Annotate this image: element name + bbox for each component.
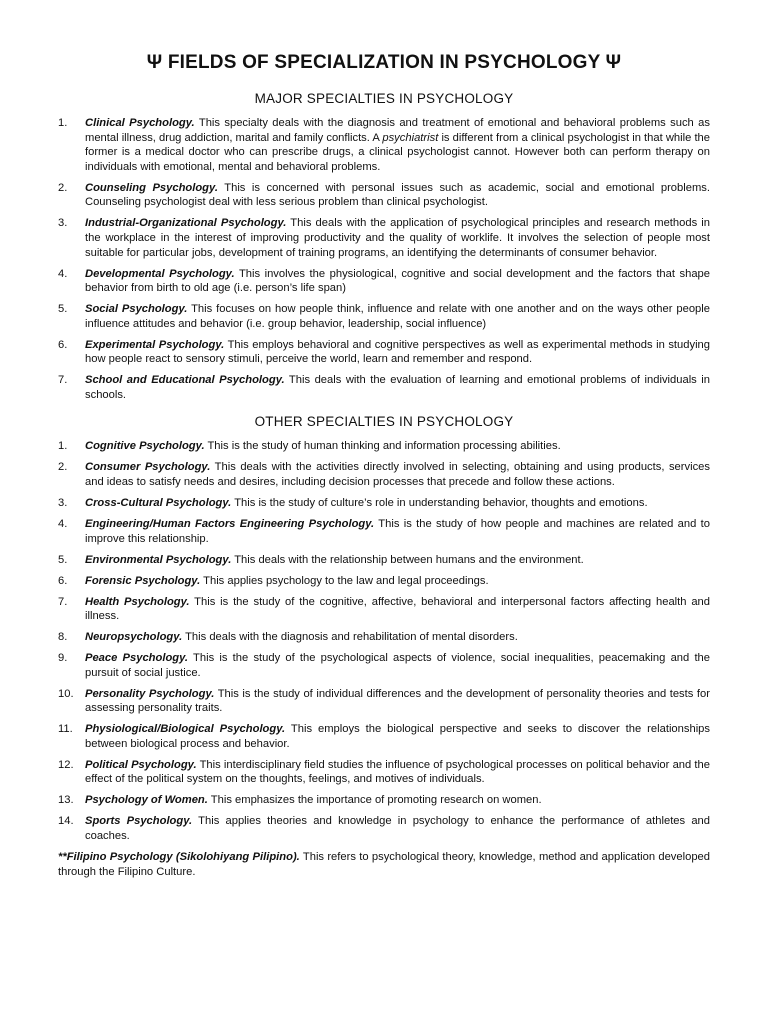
- item-description: This deals with the activities directly involved in selecting, obtaining and using products, services and ideas to satisfy needs and desires, including decision processes that precede and follow these actions.: [85, 461, 710, 489]
- item-term: Cognitive Psychology.: [85, 440, 205, 453]
- item-number: 12.: [58, 758, 74, 771]
- item-description: This specialty deals with the diagnosis and treatment of emotional and behavioral problems such as mental illness, drug addiction, marital and family conflicts. A: [85, 117, 710, 144]
- list-item: [58, 687, 710, 716]
- item-term: School and Educational Psychology.: [85, 374, 285, 387]
- item-description: This is the study of how people and machines are related and to improve this relationship.: [85, 517, 710, 545]
- item-number: 9.: [58, 652, 68, 665]
- item-number: 6.: [58, 574, 68, 587]
- list-item: [58, 758, 710, 787]
- item-number: 11.: [58, 723, 73, 736]
- list-item: [58, 302, 710, 331]
- item-number: 1.: [58, 440, 68, 453]
- item-description: This deals with the diagnosis and rehabilitation of mental disorders.: [182, 631, 518, 644]
- note-description: This refers to psychological theory, knowledge, method and application developed through the Filipino Culture.: [58, 850, 710, 878]
- list-item: [58, 116, 710, 174]
- list-item: [58, 630, 710, 645]
- item-term: Developmental Psychology.: [85, 267, 235, 280]
- item-term: Health Psychology.: [85, 595, 190, 608]
- list-item: [58, 793, 710, 808]
- item-number: 3.: [58, 217, 68, 230]
- item-number: 2.: [58, 461, 68, 474]
- item-term: Personality Psychology.: [85, 687, 215, 700]
- item-emphasis: psychiatrist: [382, 131, 439, 144]
- list-item: [58, 216, 710, 260]
- page-title: Ψ FIELDS OF SPECIALIZATION IN PSYCHOLOGY Ψ: [146, 52, 622, 73]
- item-number: 14.: [58, 815, 74, 828]
- item-number: 13.: [58, 794, 74, 807]
- item-number: 6.: [58, 338, 68, 351]
- item-term: Experimental Psychology.: [85, 338, 225, 351]
- item-description: This is the study of the psychological aspects of violence, social inequalities, peacemaking and the pursuit of social justice.: [85, 652, 710, 679]
- item-description: This focuses on how people think, influence and relate with one another and on the ways other people influence attitudes and behavior (i.e. group behavior, leadership, social influence): [85, 303, 710, 330]
- item-description: This deals with the application of psychological principles and research methods in the workplace in the interest of improving productivity and the quality of worklife. It involves the selection of people most suitable for particular jobs, development of training programs, an identifying the determinants of consumer behavior.: [85, 217, 710, 259]
- item-term: Cross-Cultural Psychology.: [85, 497, 232, 509]
- item-number: 10.: [58, 687, 74, 700]
- list-item: [58, 595, 710, 624]
- item-term: Social Psychology.: [85, 303, 188, 316]
- list-item: [58, 814, 710, 843]
- major-specialties-heading: MAJOR SPECIALTIES IN PSYCHOLOGY: [254, 91, 514, 106]
- item-term: Political Psychology.: [85, 758, 197, 771]
- item-term: Neuropsychology.: [85, 631, 183, 644]
- item-term: Forensic Psychology.: [85, 574, 201, 587]
- item-term: Physiological/Biological Psychology.: [85, 723, 286, 736]
- item-term: Peace Psychology.: [85, 652, 189, 665]
- item-term: Sports Psychology.: [85, 815, 193, 828]
- item-description: This is concerned with personal issues such as academic, social and emotional problems. Counseling psychologist deal with less serious problem than clinical psychologist.: [85, 181, 710, 209]
- item-term: Consumer Psychology.: [85, 461, 211, 474]
- item-term: Engineering/Human Factors Engineering Psychology.: [85, 517, 375, 530]
- list-item: [58, 373, 710, 402]
- filipino-psychology-note: [58, 850, 710, 879]
- item-description: This employs behavioral and cognitive perspectives as well as experimental methods in studying how people react to sensory stimuli, perceive the world, learn and remember and respond.: [85, 338, 711, 366]
- item-description: This is the study of the cognitive, affective, behavioral and interpersonal factors affecting health and illness.: [85, 595, 710, 623]
- list-item: [58, 722, 710, 751]
- list-item: [58, 517, 710, 546]
- item-description: This is the study of individual differences and the development of personality theories and tests for assessing personality traits.: [85, 687, 710, 715]
- list-item: [58, 439, 710, 454]
- item-number: 4.: [58, 267, 68, 280]
- item-description: This is the study of human thinking and information processing abilities.: [204, 440, 561, 453]
- item-number: 2.: [58, 181, 68, 194]
- item-description: This applies theories and knowledge in psychology to enhance the performance of athletes and coaches.: [85, 815, 710, 842]
- item-description: This interdisciplinary field studies the influence of psychological processes on political behavior and the effect of the political system on the thoughts, feelings, and motives of individuals.: [85, 758, 710, 786]
- item-term: Industrial-Organizational Psychology.: [85, 217, 287, 230]
- item-number: 8.: [58, 631, 68, 644]
- list-item: [58, 460, 710, 489]
- item-description: This is the study of culture’s role in understanding behavior, thoughts and emotions.: [231, 497, 648, 509]
- item-number: 4.: [58, 517, 68, 530]
- item-description: This deals with the evaluation of learning and emotional problems of individuals in schools.: [85, 374, 710, 401]
- item-number: 7.: [58, 374, 68, 387]
- list-item: [58, 574, 710, 589]
- item-number: 5.: [58, 553, 68, 566]
- item-term: Counseling Psychology.: [85, 181, 218, 194]
- list-item: [58, 181, 710, 210]
- item-description: is different from a clinical psychologist in that while the former is a medical doctor who can prescribe drugs, a clinical psychologist cannot. However both can perform therapy on individuals with emotional, mental and behavioral problems.: [85, 131, 710, 173]
- item-number: 5.: [58, 303, 68, 316]
- item-description: This employs the biological perspective and seeks to discover the relationships between biological process and behavior.: [85, 723, 710, 750]
- item-term: Environmental Psychology.: [85, 553, 232, 566]
- other-specialties-list: [58, 439, 710, 843]
- item-number: 7.: [58, 595, 68, 608]
- other-specialties-heading: OTHER SPECIALTIES IN PSYCHOLOGY: [254, 414, 514, 430]
- item-description: This applies psychology to the law and legal proceedings.: [200, 574, 489, 587]
- list-item: [58, 496, 710, 511]
- item-number: 3.: [58, 497, 68, 509]
- item-number: 1.: [58, 117, 68, 129]
- item-description: This emphasizes the importance of promoting research on women.: [207, 794, 542, 807]
- item-description: This involves the physiological, cognitive and social development and the factors that shape behavior from birth to old age (i.e. person’s life span): [85, 267, 710, 295]
- list-item: [58, 338, 710, 367]
- list-item: [58, 651, 710, 680]
- list-item: [58, 553, 710, 568]
- item-term: Psychology of Women.: [85, 794, 208, 807]
- note-term: **Filipino Psychology (Sikolohiyang Pilipino).: [58, 850, 300, 863]
- item-description: This deals with the relationship between humans and the environment.: [231, 553, 584, 566]
- list-item: [58, 267, 710, 296]
- item-term: Clinical Psychology.: [85, 117, 195, 129]
- major-specialties-list: [58, 116, 710, 402]
